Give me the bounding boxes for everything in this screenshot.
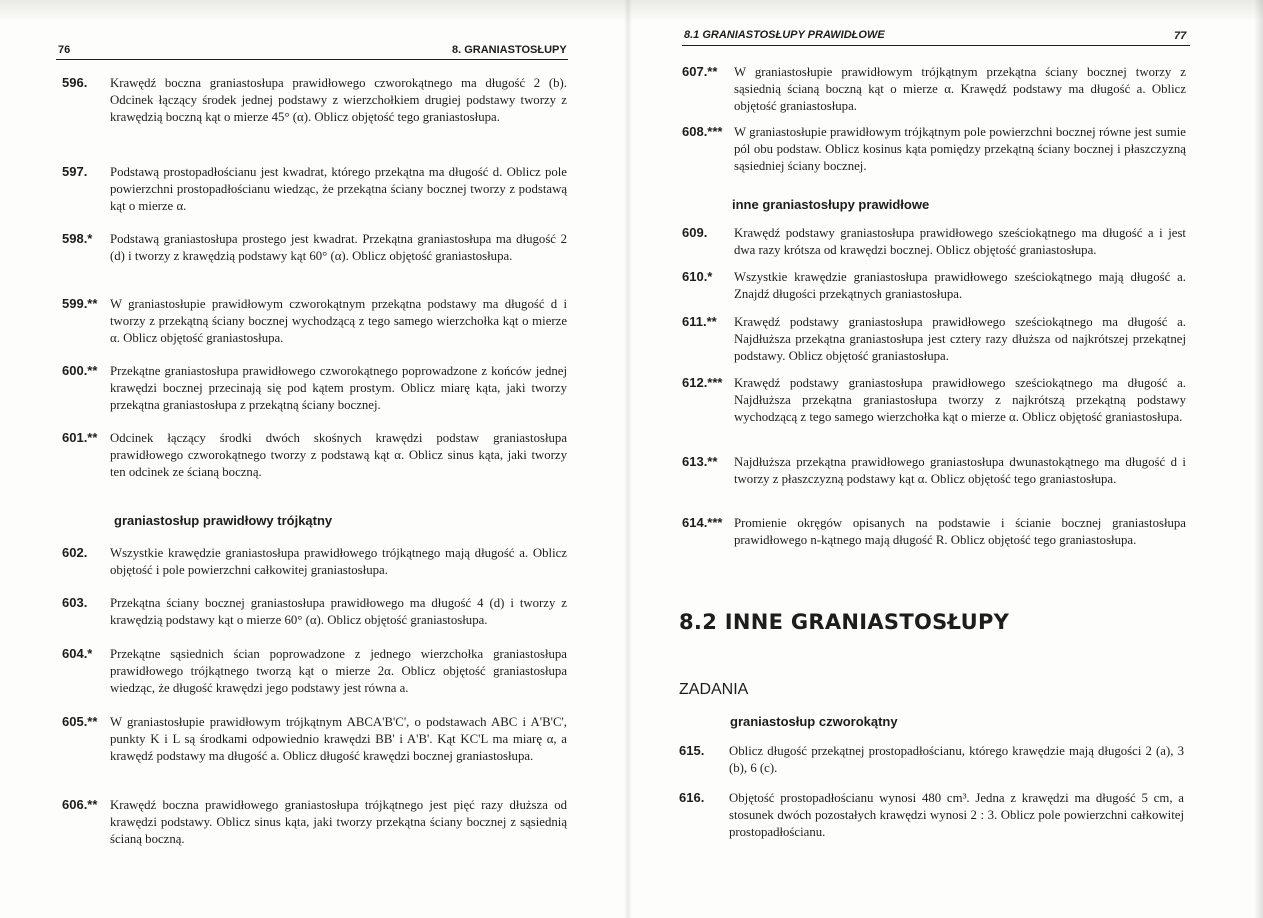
subheading: graniastosłup prawidłowy trójkątny — [114, 513, 333, 528]
problem-text: Promienie okręgów opisanych na podstawie i ścianie bocznej graniastosłupa prawidłowego n-kątnego mają długość R. Oblicz objętość tego graniastosłupa. — [734, 516, 1186, 547]
problem-text: Wszystkie krawędzie graniastosłupa prawidłowego trójkątnego mają długość a. Oblicz objętość i pole powierzchni całkowitej graniastosłupa. — [110, 546, 567, 577]
problem-text: Najdłuższa przekątna prawidłowego graniastosłupa dwunastokątnego ma długość d i tworzy z płaszczyzną podstawy kąt α. Oblicz objętość tego graniastosłupa. — [734, 455, 1186, 486]
problem-text: Krawędź boczna graniastosłupa prawidłowego czworokątnego ma długość 2 (b). Odcinek łączący środek jednej podstawy z wierzchołkiem drugiej podstawy tworzy z krawędzią boczną kąt o mierze 45° (α). Oblicz objętość tego graniastosłupa. — [110, 76, 567, 124]
problem-number: 605.** — [62, 714, 98, 729]
problem-text: Podstawą prostopadłościanu jest kwadrat, którego przekątna ma długość d. Oblicz pole powierzchni prostopadłościanu wiedząc, że przekątna ściany bocznej tworzy z podstawą kąt o mierze α. — [110, 165, 567, 213]
header-rule — [56, 59, 568, 60]
problem-text: Oblicz długość przekątnej prostopadłościanu, którego krawędzie mają długości 2 (a), 3 (b), 6 (c). — [729, 744, 1184, 775]
problem-number: 611.** — [682, 314, 717, 329]
problem-text: Wszystkie krawędzie graniastosłupa prawidłowego sześciokątnego mają długość a. Znajdź długości przekątnych graniastosłupa. — [734, 270, 1186, 301]
problem-number: 603. — [62, 595, 88, 610]
problem-number: 609. — [682, 225, 708, 240]
header-rule — [682, 45, 1190, 46]
problem-number: 616. — [679, 790, 705, 805]
left-page — [0, 0, 625, 918]
problem-number: 606.** — [62, 797, 98, 812]
problem-text: Krawędź podstawy graniastosłupa prawidłowego sześciokątnego ma długość a. Najdłuższa przekątna graniastosłupa tworzy z najkrótszą przekątną podstawy wychodzącą z tego samego wierzchołka kąt o mierze α. Oblicz objętość graniastosłupa. — [734, 376, 1186, 424]
problem-text: W graniastosłupie prawidłowym czworokątnym przekątna podstawy ma długość d i tworzy z przekątną ściany bocznej wychodzącą z tego samego wierzchołka kąt o mierze α. Oblicz objętość graniastosłupa. — [110, 297, 567, 345]
problem-text: W graniastosłupie prawidłowym trójkątnym przekątna ściany bocznej tworzy z sąsiednią ścianą boczną kąt o mierze α. Krawędź podstawy ma długość a. Oblicz objętość graniastosłupa. — [734, 65, 1186, 113]
page-number: 77 — [1174, 30, 1187, 42]
exercises-heading: ZADANIA — [679, 681, 749, 698]
problem-number: 601.** — [62, 430, 98, 445]
subheading: inne graniastosłupy prawidłowe — [732, 197, 930, 212]
problem-text: Przekątne sąsiednich ścian poprowadzone z jednego wierzchołka graniastosłupa prawidłowego trójkątnego tworzą kąt o mierze 2α. Oblicz objętość graniastosłupa wiedząc, że długość krawędzi jego podstawy jest równa a. — [110, 647, 567, 695]
problem-number: 602. — [62, 545, 88, 560]
book-gutter — [624, 0, 632, 918]
problem-text: W graniastosłupie prawidłowym trójkątnym pole powierzchni bocznej równe jest sumie pól obu podstaw. Oblicz kosinus kąta pomiędzy przekątną ściany bocznej i płaszczyzną sąsiedniej ściany bocznej. — [734, 125, 1186, 173]
problem-number: 607.** — [682, 64, 718, 79]
problem-text: Objętość prostopadłościanu wynosi 480 cm³. Jedna z krawędzi ma długość 5 cm, a stosunek dwóch pozostałych krawędzi wynosi 2 : 3. Oblicz pole powierzchni całkowitej prostopadłościanu. — [729, 791, 1184, 839]
section-title: 8.2 INNE GRANIASTOSŁUPY — [679, 610, 1010, 634]
problem-text: Przekątne graniastosłupa prawidłowego czworokątnego poprowadzone z końców jednej krawędzi bocznej przecinają się pod kątem prostym. Oblicz miarę kąta, jaki tworzy przekątna graniastosłupa z przekątną ściany bocznej. — [110, 364, 567, 412]
problem-number: 608.*** — [682, 124, 723, 139]
problem-number: 597. — [62, 164, 88, 179]
problem-number: 600.** — [62, 363, 98, 378]
right-page — [632, 0, 1263, 918]
running-header: 8. GRANIASTOSŁUPY — [452, 44, 567, 56]
problem-number: 599.** — [62, 296, 98, 311]
problem-number: 598.* — [62, 231, 93, 246]
problem-number: 613.** — [682, 454, 718, 469]
problem-number: 604.* — [62, 646, 93, 661]
subheading: graniastosłup czworokątny — [730, 714, 898, 729]
problem-number: 615. — [679, 743, 705, 758]
problem-text: Podstawą graniastosłupa prostego jest kwadrat. Przekątna graniastosłupa ma długość 2 (d) i tworzy z krawędzią podstawy kąt 60° (α). Oblicz objętość graniastosłupa. — [110, 232, 567, 263]
problem-number: 614.*** — [682, 515, 723, 530]
problem-text: Krawędź podstawy graniastosłupa prawidłowego sześciokątnego ma długość a. Najdłuższa przekątna graniastosłupa jest cztery razy dłuższa od najkrótszej przekątnej podstawy. Oblicz objętość graniastosłupa. — [734, 315, 1186, 363]
page-number: 76 — [58, 44, 71, 56]
problem-text: Krawędź podstawy graniastosłupa prawidłowego sześciokątnego ma długość a i jest dwa razy krótsza od krawędzi bocznej. Oblicz objętość graniastosłupa. — [734, 226, 1186, 257]
problem-text: W graniastosłupie prawidłowym trójkątnym ABCA'B'C', o podstawach ABC i A'B'C', punkty K i L są środkami odpowiednio krawędzi BB' i A'B'. Kąt KC'L ma miarę α, a krawędź podstawy ma długość a. Oblicz długość krawędzi bocznej graniastosłupa. — [110, 715, 567, 763]
problem-text: Odcinek łączący środki dwóch skośnych krawędzi podstaw graniastosłupa prawidłowego czworokątnego tworzy z podstawą kąt α. Oblicz sinus kąta, jaki tworzy ten odcinek ze ścianą boczną. — [110, 431, 567, 479]
problem-number: 612.*** — [682, 375, 723, 390]
problem-number: 610.* — [682, 269, 713, 284]
running-header: 8.1 GRANIASTOSŁUPY PRAWIDŁOWE — [684, 29, 885, 41]
problem-text: Przekątna ściany bocznej graniastosłupa prawidłowego ma długość 4 (d) i tworzy z krawędzią podstawy kąt o mierze 60° (α). Oblicz objętość graniastosłupa. — [110, 596, 567, 627]
problem-number: 596. — [62, 75, 88, 90]
problem-text: Krawędź boczna prawidłowego graniastosłupa trójkątnego jest pięć razy dłuższa od krawędzi podstawy. Oblicz sinus kąta, jaki tworzy przekątna ściany bocznej z sąsiednią ścianą boczną. — [110, 798, 567, 846]
